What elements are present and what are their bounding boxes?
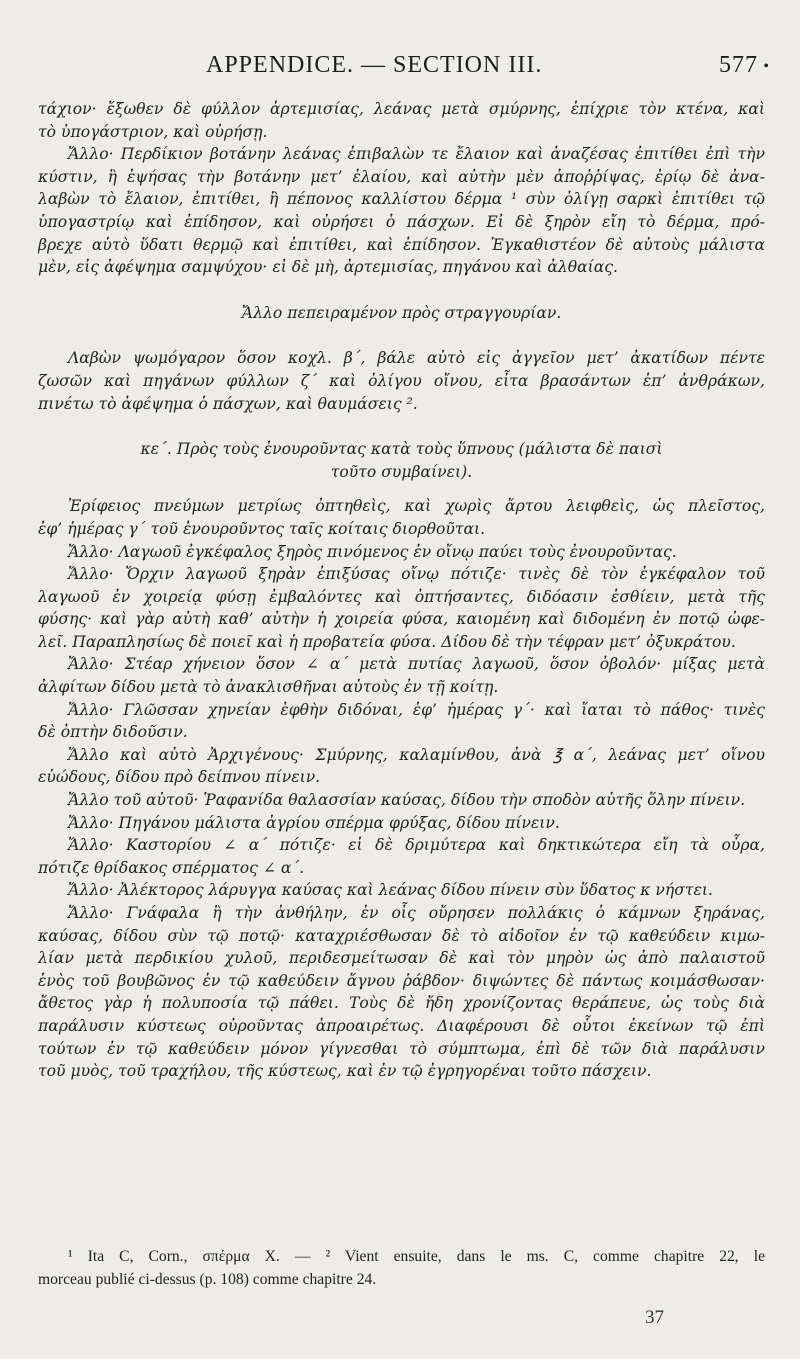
text-line: δὲ ὀπτὴν διδοῦσιν. [38,723,188,742]
text-line: εὐώδους, δίδου πρὸ δείπνου πίνειν. [38,768,321,787]
spacer [38,279,765,302]
text-line: λεῖ. Παραπλησίως δὲ ποιεῖ καὶ ἡ προβατεία φύσα. Δίδου δὲ τὴν τέφραν μετ’ ὀξυκράτου. [38,632,736,651]
text-line: Λαβὼν ψωμόγαρον ὅσον κοχλ. β΄, βάλε αὐτὸ εἰς ἀγγεῖον μετ’ ἀκατίδων πέντε [68,349,765,368]
text-line: λαγωοῦ ἐν χοιρείᾳ φύσῃ ἐμβαλόντες καὶ ὀπτήσαντες, διδόασιν ἐσθίειν, μετὰ τῆς [38,587,765,606]
paragraph [38,744,765,789]
signature-mark: 37 [645,1307,664,1328]
spacer [38,483,765,495]
text-line: λίαν μετὰ περδικίου χυλοῦ, περιδεσμείτωσαν δὲ καὶ τὸν μηρὸν ὡς ἀπὸ παλαιστοῦ [38,949,765,968]
text-line: φύσης· καὶ γὰρ αὐτὴ καθ’ αὑτὴν ἡ χοιρεία φύσα, καιομένη καὶ διδομένη ἐν ποτῷ ὠφε- [38,610,765,629]
footnote-line: morceau publié ci-dessus (p. 108) comme chapitre 24. [38,1270,377,1288]
text-line: Ἄλλο· Γλῶσσαν χηνείαν ἑφθὴν διδόναι, ἐφ’ ἡμέρας γ΄· καὶ ἴαται τὸ πάθος· τινὲς [68,700,765,719]
text-line: τάχιον· ἔξωθεν δὲ φύλλον ἀρτεμισίας, λεάνας μετὰ σμύρνης, ἐπίχριε τὸν κτένα, καὶ [38,100,765,118]
text-line: Ἄλλο· Ἀλέκτορος λάρυγγα καύσας καὶ λεάνας δίδου πίνειν σὺν ὕδατος κ νήστει. [68,881,713,900]
spacer [38,324,765,347]
text-line: ἐφ’ ἡμέρας γ΄ τοῦ ἐνουροῦντος ταῖς κοίταις διορθοῦται. [38,519,486,538]
text-line: ἀλφίτων δίδου μετὰ τὸ ἀνακλισθῆναι αὐτοὺς ἐν τῇ κοίτῃ. [38,678,499,697]
section-heading: Ἄλλο πεπειραμένον πρὸς στραγγουρίαν. [241,303,562,322]
text-line: λαβὼν τὸ ἔλαιον, ἐπιτίθει, ἢ πέπονος καλλίστου δέρμα ¹ σὺν ὀλίγῃ σαρκὶ ἐπιτίθει τῷ [38,190,765,209]
text-line: Ἐρίφειος πνεύμων μετρίως ὀπτηθεὶς, καὶ χωρὶς ἄρτου λειφθεὶς, ὡς πλεῖστος, [68,497,765,516]
footnote-line: ¹ Ita C, Corn., σπέρμα X. — ² Vient ensuite, dans le ms. C, comme chapitre 22, le [68,1248,765,1265]
page-number: 577 [719,52,758,78]
text-line: Ἄλλο τοῦ αὐτοῦ· Ῥαφανίδα θαλασσίαν καύσας, δίδου τὴν σποδὸν αὐτῆς ὅλην πίνειν. [68,791,746,810]
text-line: Ἄλλο· Καστορίου ∠ α΄ πότιζε· εἰ δὲ δριμύτερα καὶ δηκτικώτερα εἴη τὰ οὖρα, [68,836,765,855]
chapter-heading: κε΄. Πρὸς τοὺς ἐνουροῦντας κατὰ τοὺς ὕπνους (μάλιστα δὲ παισὶ [140,440,663,459]
paragraph [38,653,765,698]
footnotes [38,1246,765,1291]
text-line: βρεχε αὐτὸ ὕδατι θερμῷ καὶ ἐπιτίθει, καὶ ἐπίδησον. Ἐγκαθιστέον δὲ αὐτοὺς μάλιστα [38,235,765,254]
text-line: Ἄλλο· Ὄρχιν λαγωοῦ ξηρὰν ἐπιξύσας οἴνῳ πότιζε· τινὲς δὲ τὸν ἐγκέφαλον τοῦ [68,565,765,584]
body-text [38,98,765,1083]
text-line: τὸ ὑπογάστριον, καὶ οὐρήσῃ. [38,122,268,141]
paragraph [38,902,765,1083]
text-line: ὑπογαστρίῳ καὶ ἐπίδησον, καὶ οὐρήσει ὁ πάσχων. Εἰ δὲ ξηρὸν εἴη τὸ δέρμα, πρό- [38,212,765,231]
paragraph [38,699,765,744]
text-line: μὲν, εἰς ἀφέψημα σαμψύχου· εἰ δὲ μὴ, ἀρτεμισίας, πηγάνου καὶ ἀλθαίας. [38,258,618,277]
text-line: τούτων ἐν τῷ καθεύδειν μόνον γίγνεσθαι τὸ σύμπτωμα, ἐπὶ δὲ τῶν διὰ παράλυσιν [38,1039,765,1058]
text-line: τοῦ μυὸς, τοῦ τραχήλου, τῆς κύστεως, καὶ ἐν τῷ ἐγρηγορέναι τοῦτο πάσχειν. [38,1062,652,1081]
text-line: ἄθετος γὰρ ἡ πολυποσία τῷ πάθει. Τοὺς δὲ ἤδη χρονίζοντας θεράπευε, ὡς τοὺς διὰ [38,994,765,1013]
paragraph [38,98,765,143]
paragraph [38,834,765,879]
chapter-heading: τοῦτο συμβαίνει). [330,462,473,481]
text-line: Ἄλλο· Γνάφαλα ἢ τὴν ἀνθήλην, ἐν οἷς οὔρησεν πολλάκις ὁ κάμνων ξηράνας, [68,904,765,922]
paragraph [38,143,765,279]
text-line: καύσας, δίδου σὺν τῷ ποτῷ· καταχριέσθωσαν δὲ τὸ αἰδοῖον ἐν τῷ καθεύδειν κιμω- [38,926,765,945]
text-line: ἑνὸς τοῦ βουβῶνος ἐν τῷ καθεύδειν ἄγνου ῥάβδον· διψώντες δὲ πάντως κοιμάσθωσαν· [38,971,765,990]
paragraph [38,495,765,540]
text-line: Ἄλλο καὶ αὐτὸ Ἀρχιγένους· Σμύρνης, καλαμίνθου, ἀνὰ ℥ α΄, λεάνας μετ’ οἴνου [68,745,765,764]
text-line: κύστιν, ἢ ἑψήσας τὴν βοτάνην μετ’ ἐλαίου, καὶ αὐτὴν μὲν ἀποῤῥίψας, ἐρίῳ δὲ ἀνα- [38,167,765,186]
paragraph [38,563,765,653]
text-line: Ἄλλο· Πηγάνου μάλιστα ἀγρίου σπέρμα φρύξας, δίδου πίνειν. [68,813,560,832]
running-title: APPENDICE. — SECTION III. [206,52,543,78]
text-line: Ἄλλο· Λαγωοῦ ἐγκέφαλος ξηρὸς πινόμενος ἐν οἴνῳ παύει τοὺς ἐνουροῦντας. [68,542,677,561]
text-line: Ἄλλο· Περδίκιον βοτάνην λεάνας ἐπιβαλὼν τε ἔλαιον καὶ ἀναζέσας ἐπιτίθει ἐπὶ τὴν [68,145,765,164]
paragraph [38,347,765,415]
text-line: ζωσῶν καὶ πηγάνων φύλλων ζ΄ καὶ ὀλίγου οἴνου, εἶτα βρασάντων ἐπ’ ἀνθράκων, [38,371,765,390]
text-line: παράλυσιν κύστεως οὐροῦντας ἀπροαιρέτως. Διαφέρουσι δὲ οὗτοι ἐκείνων τῷ ἐπὶ [38,1016,765,1035]
text-line: πινέτω τὸ ἀφέψημα ὁ πάσχων, καὶ θαυμάσεις ². [38,394,418,413]
spacer [38,415,765,438]
text-line: Ἄλλο· Στέαρ χήνειον ὅσον ∠ α΄ μετὰ πυτίας λαγωοῦ, ὅσον ὀβολόν· μίξας μετὰ [68,655,765,674]
text-line: πότιζε θρίδακος σπέρματος ∠ α΄. [38,858,305,877]
margin-dot: • [763,58,770,75]
running-head [38,52,770,84]
